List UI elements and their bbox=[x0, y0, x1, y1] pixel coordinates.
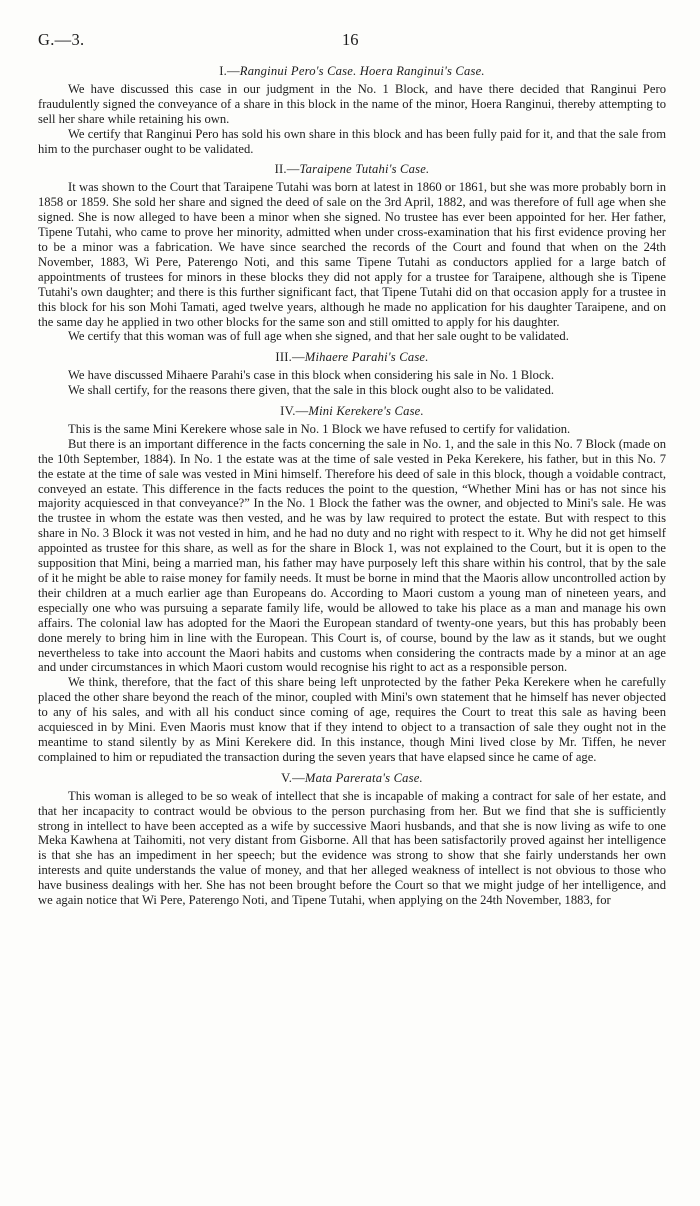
section-heading bbox=[38, 64, 666, 79]
paper-reference: G.—3. bbox=[38, 30, 85, 49]
paragraph: We have discussed Mihaere Parahi's case in this block when considering his sale in No. 1 Block. bbox=[68, 368, 555, 383]
document-body bbox=[38, 64, 666, 908]
paragraph: We certify that this woman was of full age when she signed, and that her sale ought to be validated. bbox=[68, 329, 569, 344]
section-numeral: I.— bbox=[219, 64, 240, 78]
section-title: Mini Kerekere's Case. bbox=[308, 404, 424, 419]
page-header bbox=[38, 28, 666, 54]
paragraph: This woman is alleged to be so weak of intellect that she is incapable of making a contract for sale of her estate, and that her incapacity to contract would be obvious to the person purchasing from her. But we find that she is sufficiently strong in intellect to have been accepted as a wife by successive Maori husbands, and that she is now living as wife to one Meka Kawhena at Taihomiti, not very distant from Gisborne. All that has been satisfactorily proved against her intelligence is that she has an impediment in her speech; but the evidence was strong to show that she fairly understands her own interests and quite understands the value of money, and that her alleged weakness of intellect is not obvious to those who have business dealings with her. She has not been brought before the Court so that we might judge of her intelligence, and we again notice that Wi Pere, Paterengo Noti, and Tipene Tutahi, when applying on the 24th November, 1883, for bbox=[38, 788, 666, 908]
section-mini-kerekere bbox=[38, 404, 666, 765]
page-number: 16 bbox=[342, 30, 359, 49]
paragraph: But there is an important difference in the facts concerning the sale in No. 1, and the sale in this No. 7 Block (made on the 10th September, 1884). In No. 1 the estate was at the time of sale vested in Peka Kerekere, his father, but in this No. 7 the estate at the time of sale was vested in Mini himself. Therefore his deed of sale in this block, though a voidable contract, conveyed an estate. This difference in the facts reduces the point to the question, “Whether Mini has or has not since his majority acquiesced in that conveyance?” In the No. 1 Block the father was the owner, and objected to Mini's sale. He was the trustee in whom the estate was then vested, and he was by law required to protect the estate. But with respect to this share in No. 3 Block it was not vested in him, and he had no duty and no right with respect to it. Why he did not get himself appointed as trustee for this share, as well as for the share in Block 1, was not explained to the Court, but it is open to the supposition that Mini, being a married man, his father may have purposely left this share within his control, that by the sale of it he might be able to raise money for family needs. It must be borne in mind that the Maoris allow uncontrolled action by their children at a much earlier age than Europeans do. According to Maori custom a young man of nineteen years, and especially one who was pursuing a separate family life, would be allowed to take his place as a man and manage his own affairs. The colonial law has adopted for the Maori the European standard of twenty-one years, but this has probably been done merely to bring him in line with the European. This Court is, of course, bound by the law as it stands, but we ought nevertheless to take into account the Maori habits and customs when considering the contracts made by a minor at an age and under circumstances in which Maori custom would recognise his right to act as a responsible person. bbox=[38, 436, 666, 675]
section-heading bbox=[38, 771, 666, 786]
section-taraipene-tutahi bbox=[38, 162, 666, 344]
section-heading bbox=[38, 404, 666, 419]
paragraph: We think, therefore, that the fact of this share being left unprotected by the father Peka Kerekere when he carefully placed the other share beyond the reach of the minor, coupled with Mini's own statement that he himself has never objected to any of his sales, and with all his conduct since coming of age, requires the Court to treat this sale as having been acquiesced in by Mini. Even Maoris must know that if they intend to object to a transaction of sale they ought not in the meantime to stand silently by as Mini Kerekere did. In this instance, though Mini lived close by Mr. Tiffen, he never complained to him or repudiated the transaction during the seven years that have elapsed since he came of age. bbox=[38, 675, 666, 764]
paragraph: This is the same Mini Kerekere whose sale in No. 1 Block we have refused to certify for validation. bbox=[68, 421, 571, 436]
section-ranginui-pero bbox=[38, 64, 666, 156]
section-heading bbox=[38, 162, 666, 177]
section-heading bbox=[38, 350, 666, 365]
section-title: Mihaere Parahi's Case. bbox=[304, 350, 429, 365]
section-numeral: IV.— bbox=[280, 404, 309, 419]
paragraph: We have discussed this case in our judgment in the No. 1 Block, and have there decided that Ranginui Pero fraudulently signed the conveyance of a share in this block in the name of the minor, Hoera Ranginui, thereby attempting to sell her share while retaining his own. bbox=[38, 81, 666, 126]
paragraph: It was shown to the Court that Taraipene Tutahi was born at latest in 1860 or 1861, but she was more probably born in 1858 or 1859. She sold her share and signed the deed of sale on the 3rd April, 1882, and was therefore of full age when she signed. She is now alleged to have been a minor when she signed. No trustee has ever been appointed for her. Her father, Tipene Tutahi, who came to prove her minority, admitted when under cross-examination that his first evidence proving her to be a minor was a fabrication. We have since searched the records of the Court and found that when on the 24th November, 1883, Wi Pere, Paterengo Noti, and this same Tipene Tutahi as conductors applied for a large batch of appointments of trustees for minors in these blocks they did not apply for a trustee for Taraipene, although she is Tipene Tutahi's own daughter; and there is this further significant fact, that Tipene Tutahi did on that occasion apply for a trustee in this block for his son Mohi Tamati, aged twelve years, although he made no application for his daughter Taraipene, and on the same day he applied in two other blocks for the same son and still omitted to apply for his daughter. bbox=[38, 180, 666, 329]
section-numeral: II.— bbox=[274, 162, 300, 177]
section-title: Mata Parerata's Case. bbox=[304, 770, 423, 785]
section-title: Ranginui Pero's Case. Hoera Ranginui's Case. bbox=[239, 64, 485, 78]
section-title: Taraipene Tutahi's Case. bbox=[299, 162, 430, 177]
section-mihaere-parahi bbox=[38, 350, 666, 398]
section-mata-parerata bbox=[38, 771, 666, 908]
section-numeral: III.— bbox=[275, 350, 305, 365]
paragraph: We shall certify, for the reasons there given, that the sale in this block ought also to be validated. bbox=[68, 383, 555, 398]
section-numeral: V.— bbox=[281, 770, 305, 785]
paragraph: We certify that Ranginui Pero has sold his own share in this block and has been fully paid for it, and that the sale from him to the purchaser ought to be validated. bbox=[38, 126, 666, 156]
